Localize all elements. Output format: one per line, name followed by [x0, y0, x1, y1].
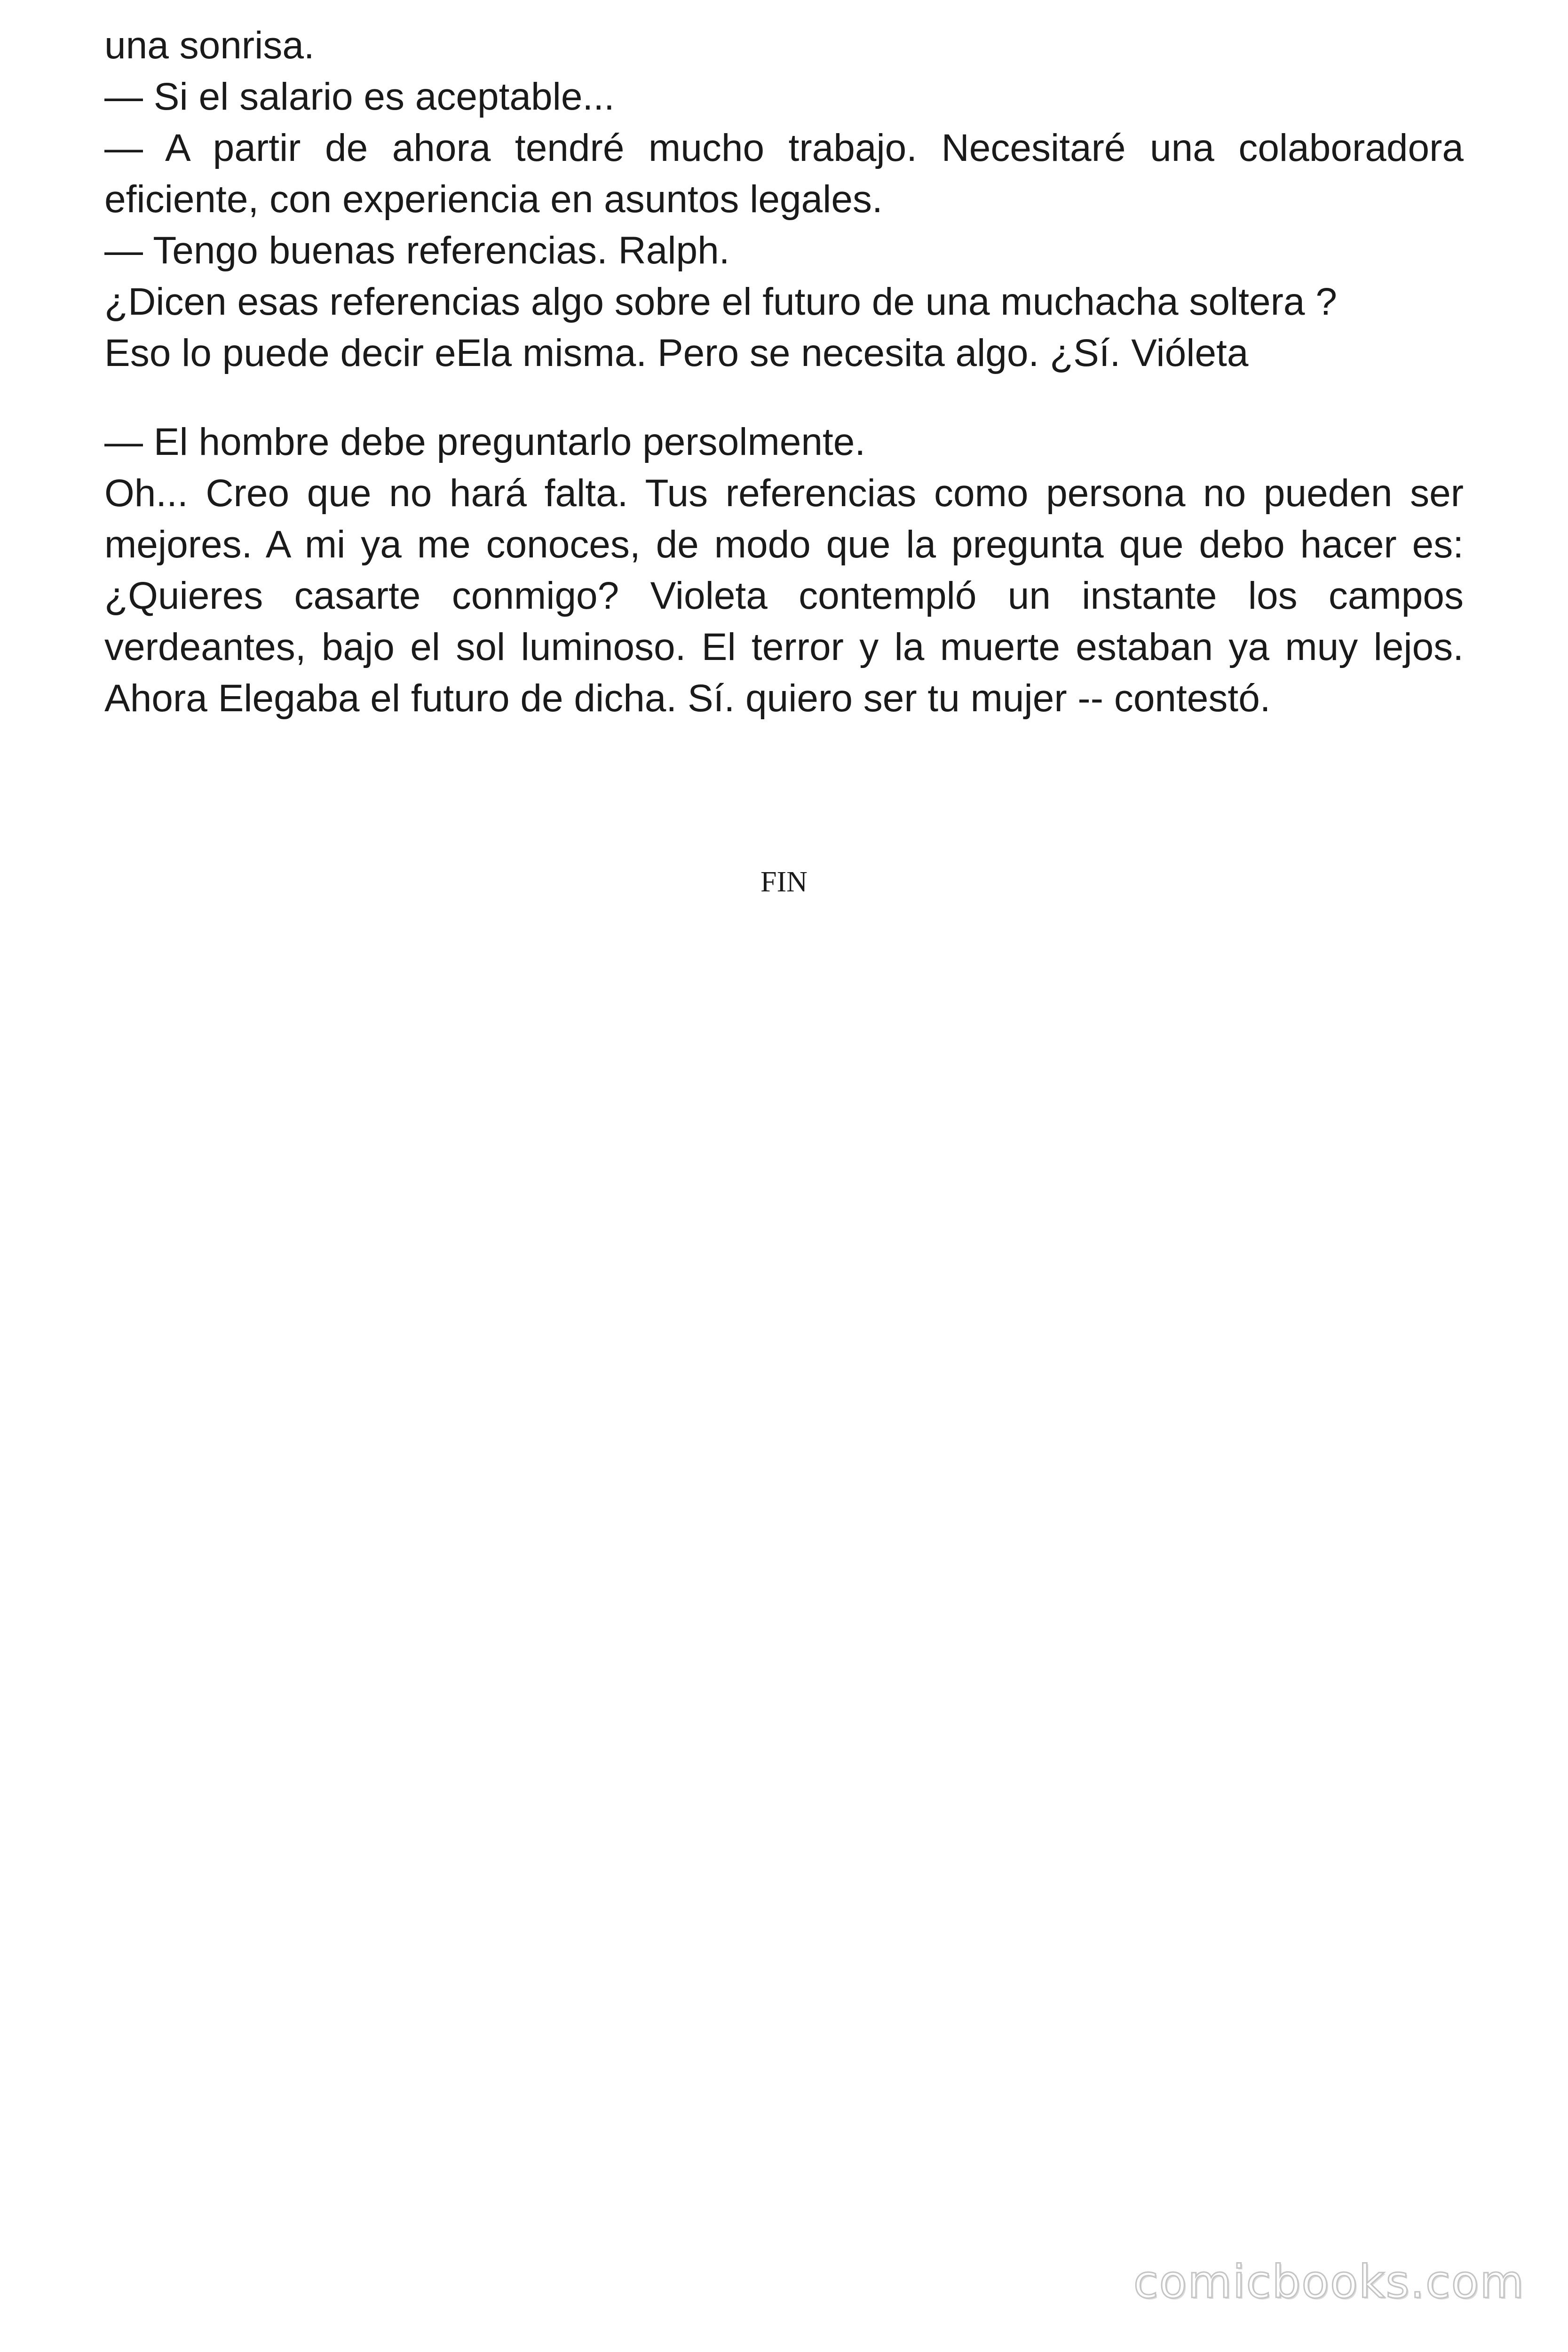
paragraph: Oh... Creo que no hará falta. Tus referencias como persona no pueden ser mejores. A mi ya me conoces, de modo que la pregunta que debo hacer es: ¿Quieres casarte conmigo? Violeta contempló un instante los campos verdeantes, bajo el sol luminoso. El terror y la muerte estaban ya muy lejos. Ahora Elegaba el futuro de dicha. Sí. quiero ser tu mujer -- contestó. [104, 472, 1464, 720]
paragraph: ¿Dicen esas referencias algo sobre el futuro de una muchacha soltera ? [104, 280, 1337, 323]
paragraph: — Si el salario es aceptable... [104, 75, 615, 118]
paragraph: una sonrisa. [104, 24, 315, 67]
end-mark: FIN [760, 866, 808, 898]
paragraph: — Tengo buenas referencias. Ralph. [104, 229, 730, 272]
body-text [104, 20, 1464, 724]
paragraph: — A partir de ahora tendré mucho trabajo. Necesitaré una colaboradora eficiente, con experiencia en asuntos legales. [104, 127, 1464, 221]
paragraph: — El hombre debe preguntarlo persolmente. [104, 421, 866, 463]
paragraph: Eso lo puede decir eEla misma. Pero se necesita algo. ¿Sí. Vióleta [104, 332, 1249, 374]
watermark-logo: comicbooks.com [1133, 2256, 1525, 2308]
